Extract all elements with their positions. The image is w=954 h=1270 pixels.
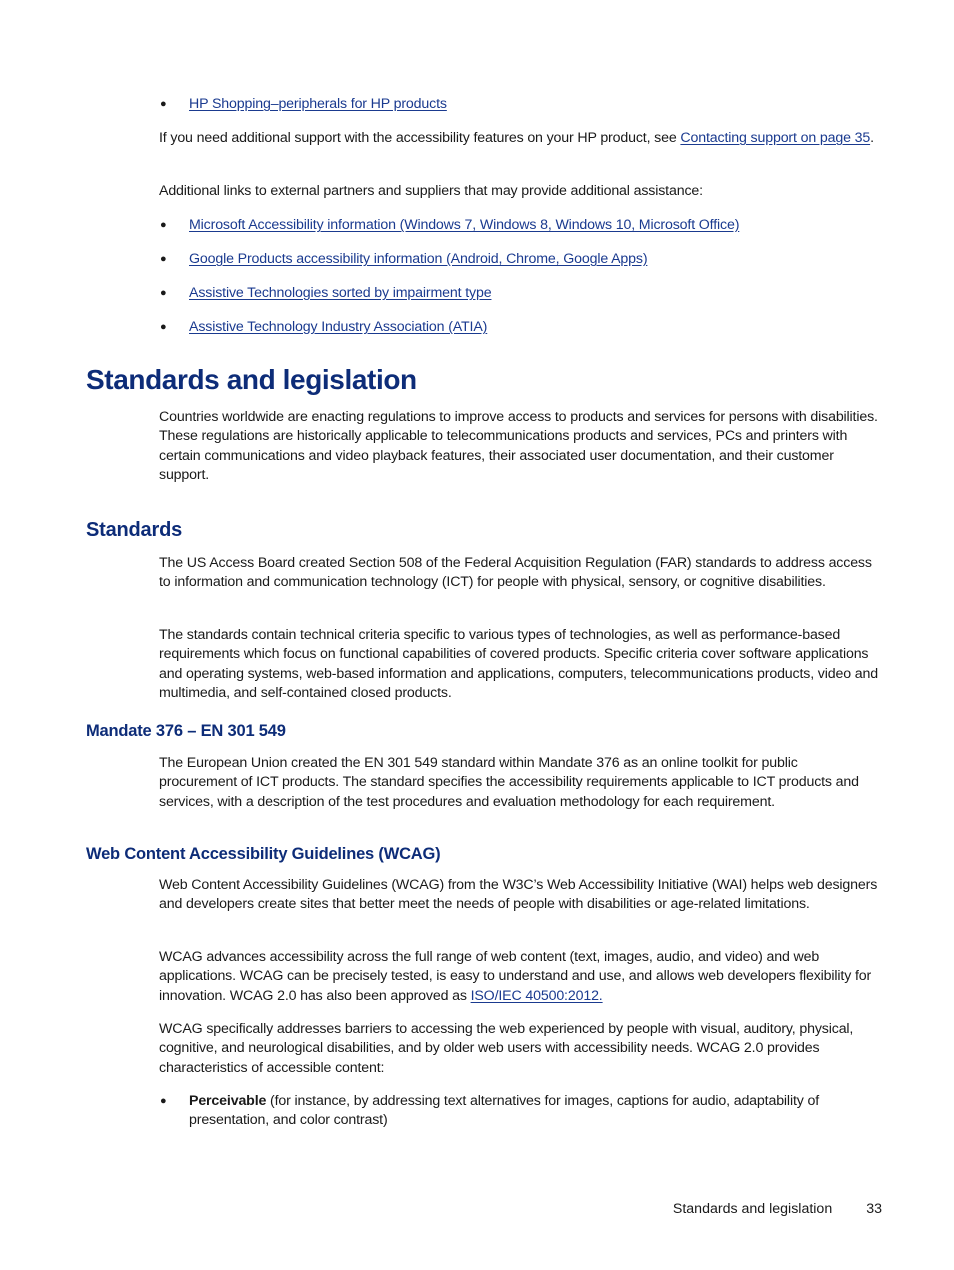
footer-section: Standards and legislation xyxy=(672,1201,833,1217)
intro-text: Countries worldwide are enacting regulations to improve access to products and services for persons with disabilities. These regulations are historically applicable to telecommunications products and services, PCs and printers with certain communications and video playback features, their associated user documentation, and their customer support. xyxy=(159,409,878,484)
page-footer xyxy=(673,1201,882,1217)
list-item xyxy=(159,216,879,235)
bullet-icon: ● xyxy=(160,321,167,333)
standards-paragraph-1 xyxy=(159,554,879,593)
additional-text: Additional links to external partners and suppliers that may provide additional assistance: xyxy=(159,183,703,199)
list-item xyxy=(159,1092,879,1131)
bullet-icon: ● xyxy=(160,287,167,299)
contacting-support-link[interactable]: Contacting support on page 35 xyxy=(680,130,871,146)
list-item xyxy=(159,250,879,269)
wcag-heading: Web Content Accessibility Guidelines (WCAG) xyxy=(86,845,441,863)
support-text: If you need additional support with the accessibility features on your HP product, see xyxy=(159,130,681,146)
assistive-technologies-link[interactable]: Assistive Technologies sorted by impairment type xyxy=(189,285,492,301)
list-item xyxy=(159,95,879,114)
mandate-paragraph xyxy=(159,754,879,812)
bullet-icon: ● xyxy=(160,253,167,265)
standards-text-2: The standards contain technical criteria specific to various types of technologies, as well as performance-based requirements which focus on functional capabilities of covered products. Specific criteria cover software applications and operating systems, web-based information and applications, computers, telecommunications products, video and multimedia, and self-contained closed products. xyxy=(159,627,878,702)
list-item xyxy=(159,318,879,337)
atia-link[interactable]: Assistive Technology Industry Association (ATIA) xyxy=(189,319,488,335)
mandate-heading: Mandate 376 – EN 301 549 xyxy=(86,722,286,740)
wcag-paragraph-2 xyxy=(159,948,879,1006)
google-accessibility-link[interactable]: Google Products accessibility information (Android, Chrome, Google Apps) xyxy=(189,251,648,267)
additional-paragraph xyxy=(159,182,879,201)
mandate-text: The European Union created the EN 301 549 standard within Mandate 376 as an online toolkit for public procurement of ICT products. The standard specifies the accessibility requirements applicable to ICT products and services, with a description of the test procedures and evaluation methodology for each requirement. xyxy=(159,755,859,810)
support-paragraph xyxy=(159,129,879,148)
standards-heading: Standards xyxy=(86,519,183,541)
iso-iec-link[interactable]: ISO/IEC 40500:2012. xyxy=(470,987,603,1004)
list-item xyxy=(159,284,879,303)
bullet-icon: ● xyxy=(160,219,167,231)
page-number: 33 xyxy=(866,1201,882,1217)
bullet-icon: ● xyxy=(160,98,167,110)
wcag-text-2: WCAG advances accessibility across the full range of web content (text, images, audio, and video) and web applications. WCAG can be precisely tested, is easy to understand and use, and allows web developers flexibility for innovation. WCAG 2.0 has also been approved as xyxy=(159,949,872,1004)
perceivable-text: (for instance, by addressing text alternatives for images, captions for audio, adaptability of presentation, and color contrast) xyxy=(189,1093,819,1129)
microsoft-accessibility-link[interactable]: Microsoft Accessibility information (Windows 7, Windows 8, Windows 10, Microsoft Office) xyxy=(189,217,740,233)
wcag-paragraph-1 xyxy=(159,876,879,915)
wcag-paragraph-3 xyxy=(159,1020,879,1078)
intro-paragraph xyxy=(159,408,879,486)
section-title: Standards and legislation xyxy=(86,364,417,395)
standards-text-1: The US Access Board created Section 508 of the Federal Acquisition Regulation (FAR) standards to address access to information and communication technology (ICT) for people with physical, sensory, or cognitive disabilities. xyxy=(159,555,872,591)
standards-paragraph-2 xyxy=(159,626,879,704)
wcag-text-1: Web Content Accessibility Guidelines (WCAG) from the W3C’s Web Accessibility Initiative (WAI) helps web designers and developers create sites that better meet the needs of people with disabilities or age-related limitations. xyxy=(159,877,878,913)
hp-shopping-link[interactable]: HP Shopping–peripherals for HP products xyxy=(189,96,447,112)
wcag-text-3: WCAG specifically addresses barriers to accessing the web experienced by people with visual, auditory, physical, cognitive, and neurological disabilities, and by older web users with accessibility needs. WCAG 2.0 provides characteristics of accessible content: xyxy=(159,1021,854,1076)
support-end: . xyxy=(870,130,874,146)
bullet-icon: ● xyxy=(160,1095,167,1107)
perceivable-term: Perceivable xyxy=(189,1093,267,1109)
